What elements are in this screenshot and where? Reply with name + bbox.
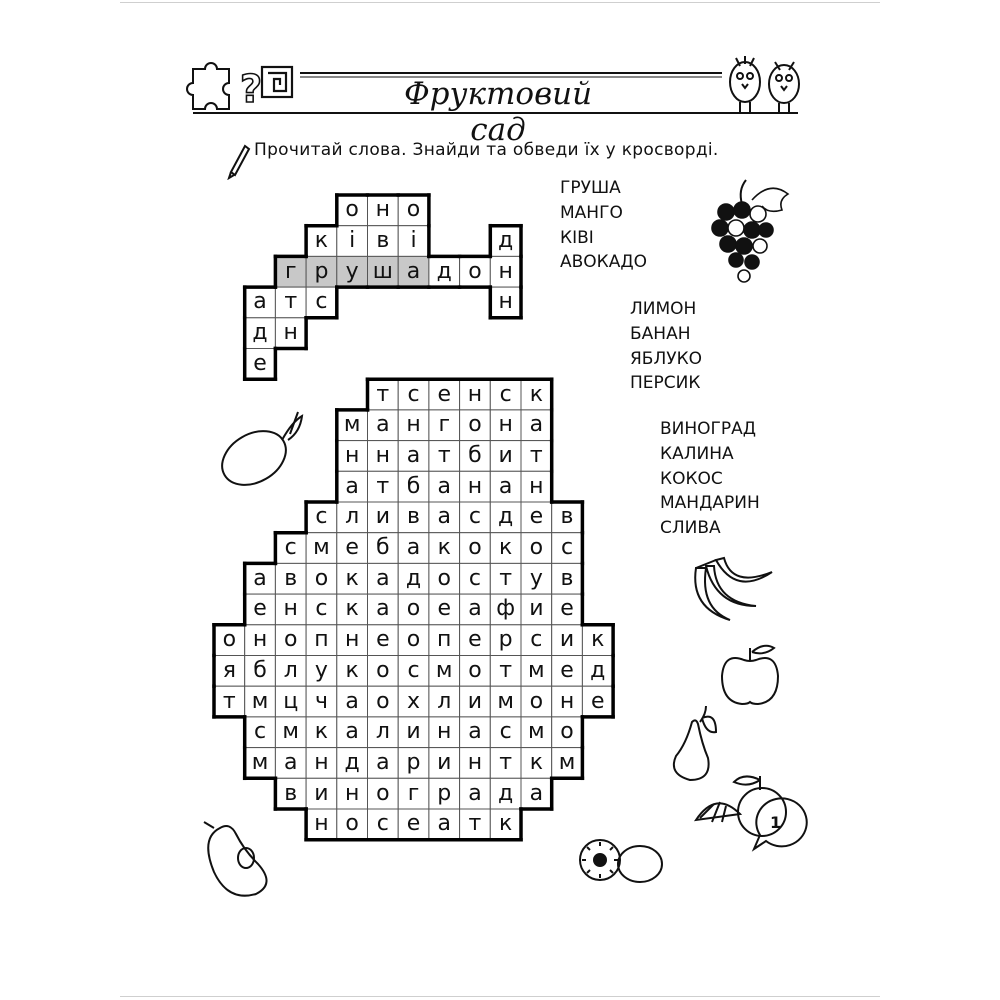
grid-cell-letter[interactable]: к [314,228,329,254]
grid-cell-letter[interactable]: п [437,627,452,653]
grid-cell-letter[interactable]: а [253,289,267,315]
grid-cell-letter[interactable]: а [376,412,390,438]
grid-cell-letter[interactable]: м [251,688,269,714]
grid-cell-letter[interactable]: о [437,565,451,591]
grid-cell-letter[interactable]: с [468,565,481,591]
grid-cell-letter[interactable]: к [437,535,451,561]
grid-cell-letter[interactable]: м [558,749,576,775]
grid-cell-letter[interactable]: а [529,412,544,438]
grid-cell-letter[interactable]: н [467,473,483,499]
word-item: КАЛИНА [660,443,734,464]
grid-cell-letter[interactable]: а [468,596,482,622]
grid-cell-letter[interactable]: м [497,688,514,714]
grid-cell-letter[interactable]: м [343,412,361,438]
grid-cell-letter[interactable]: к [529,749,543,775]
grid-cell-letter[interactable]: и [529,596,544,622]
grid-cell-letter[interactable]: с [253,719,267,745]
grid-cell-letter[interactable]: п [314,627,329,653]
grid-cell-letter[interactable]: о [529,688,544,714]
grid-cell-letter[interactable]: т [284,289,298,315]
grid-cell-letter[interactable]: ф [496,596,516,622]
grid-cell-letter[interactable]: а [437,504,451,530]
grid-cell-letter[interactable]: і [410,228,417,254]
grid-cell-letter[interactable]: ч [314,688,328,714]
grid-cell-letter[interactable]: м [528,657,545,683]
grid-cell-letter[interactable]: а [498,473,513,499]
grid-cell-letter[interactable]: н [344,627,360,653]
grid-cell-letter[interactable]: к [498,811,513,837]
grid-cell-letter[interactable]: в [284,780,298,806]
word-item: БАНАН [630,323,691,344]
grid-cell-letter[interactable]: о [468,535,482,561]
grid-cell-letter[interactable]: о [468,657,482,683]
grid-cell-letter[interactable]: о [314,565,329,591]
grid-cell-letter[interactable]: н [467,749,483,775]
grid-cell-letter[interactable]: е [437,596,451,622]
grid-cell-letter[interactable]: с [499,381,512,407]
grid-cell-letter[interactable]: к [314,719,329,745]
grid-cell-letter[interactable]: о [529,535,544,561]
grid-cell-letter[interactable]: а [406,442,421,468]
grid-cell-letter[interactable]: е [253,596,267,622]
grid-cell-letter[interactable]: е [406,811,421,837]
grid-cell-letter[interactable]: т [222,688,236,714]
grid-cell-letter[interactable]: в [560,504,574,530]
grid-cell-letter[interactable]: е [560,657,574,683]
word-item: ГРУША [560,178,621,198]
grid-cell-letter[interactable]: а [437,473,451,499]
grid-cell-letter[interactable]: л [345,504,360,530]
grid-cell-letter[interactable]: а [283,749,298,775]
grid-cell-letter[interactable]: т [376,473,390,499]
grid-cell-letter[interactable]: е [590,688,605,714]
grid-cell-letter[interactable]: с [376,811,389,837]
grid-cell-letter[interactable]: б [253,657,267,683]
grid-cell-letter[interactable]: о [284,627,298,653]
page-title: Фруктовий сад [403,76,593,148]
grid-cell-letter[interactable]: т [468,811,482,837]
grid-cell-letter[interactable]: н [559,688,575,714]
grid-cell-letter[interactable]: в [284,565,298,591]
grid-cell-letter[interactable]: к [529,381,543,407]
grid-cell-letter[interactable]: о [222,627,237,653]
grid-cell-letter[interactable]: н [498,258,513,284]
word-item: ЛИМОН [630,299,697,319]
grid-cell-letter[interactable]: к [345,657,359,683]
word-item: МАНГО [560,202,623,223]
grid-cell-letter[interactable]: с [315,596,328,622]
grid-cell-letter[interactable]: н [498,289,513,315]
grid-cell-letter[interactable]: с [407,381,420,407]
grid-cell-letter[interactable]: с [284,535,297,561]
grid-cell-letter[interactable]: о [406,596,421,622]
word-item: СЛИВА [660,518,721,539]
word-item: КІВІ [560,227,594,248]
grid-cell-letter[interactable]: р [406,749,421,775]
grid-cell-letter[interactable]: с [530,627,543,653]
grid-cell-letter[interactable]: н [498,412,513,438]
grid-cell-letter[interactable]: р [314,258,329,284]
grid-cell-letter[interactable]: л [375,719,390,745]
grid-cell-letter[interactable]: к [591,627,605,653]
grid-cell-letter[interactable]: л [283,657,298,683]
word-item: ПЕРСИК [630,373,701,394]
grid-cell-letter[interactable]: н [467,381,483,407]
grid-cell-letter[interactable]: и [314,780,329,806]
grid-cell-letter[interactable]: и [467,688,483,714]
grid-cell-letter[interactable]: а [406,258,421,284]
grid-cell-letter[interactable]: у [529,565,543,591]
grid-cell-letter[interactable]: с [315,289,328,315]
grid-cell-letter[interactable]: е [529,504,544,530]
grid-cell-letter[interactable]: а [345,473,359,499]
grid-cell-letter[interactable]: г [407,780,420,806]
grid-cell-letter[interactable]: т [529,442,543,468]
grid-cell-letter[interactable]: н [437,719,452,745]
grid-cell-letter[interactable]: а [468,780,482,806]
svg-text:?: ? [240,67,263,111]
grid-cell-letter[interactable]: н [375,442,391,468]
grid-cell-letter[interactable]: д [344,749,360,775]
grid-cell-letter[interactable]: о [468,412,482,438]
grid-cell-letter[interactable]: р [498,627,513,653]
instruction-text: Прочитай слова. Знайди та обведи їх у кросворді. [254,140,719,160]
grid-cell-letter[interactable]: а [253,565,267,591]
grid-cell-letter[interactable]: о [406,627,421,653]
grid-cell-letter[interactable]: в [560,565,574,591]
grid-cell-letter[interactable]: к [498,535,513,561]
grid-cell-letter[interactable]: н [314,811,329,837]
grid-cell-letter[interactable]: т [499,749,513,775]
grid-cell-letter[interactable]: с [468,504,481,530]
grid-cell-letter[interactable]: б [376,535,390,561]
grid-cell-letter[interactable]: г [284,258,297,284]
grid-cell-letter[interactable]: н [314,749,329,775]
grid-cell-letter[interactable]: г [438,412,451,438]
grid-cell-letter[interactable]: о [468,258,482,284]
grid-cell-letter[interactable]: н [375,197,391,223]
grid-cell-letter[interactable]: д [436,258,452,284]
grid-cell-letter[interactable]: т [499,657,513,683]
grid-cell-letter[interactable]: а [376,749,390,775]
grid-cell-letter[interactable]: в [376,228,390,254]
grid-cell-letter[interactable]: я [222,657,236,683]
grid-cell-letter[interactable]: ш [372,258,393,284]
grid-cell-letter[interactable]: н [283,596,298,622]
grid-cell-letter[interactable]: н [344,442,360,468]
grid-cell-letter[interactable]: а [529,780,544,806]
word-item: КОКОС [660,468,723,489]
grid-cell-letter[interactable]: и [406,719,421,745]
grid-cell-letter[interactable]: о [345,811,359,837]
grid-cell-letter[interactable]: д [590,657,606,683]
grid-cell-letter[interactable]: д [498,504,514,530]
grid-cell-letter[interactable]: м [313,535,330,561]
grid-cell-letter[interactable]: т [437,442,451,468]
grid-cell-letter[interactable]: о [376,780,390,806]
grid-cell-letter[interactable]: т [499,565,513,591]
grid-cell-letter[interactable]: н [252,627,268,653]
grid-cell-letter[interactable]: і [349,228,356,254]
grid-cell-letter[interactable]: е [376,627,390,653]
word-item: ЯБЛУКО [630,348,703,369]
grid-cell-letter[interactable]: а [376,596,390,622]
grid-cell-letter[interactable]: л [437,688,452,714]
word-item: МАНДАРИН [660,493,760,514]
grid-cell-letter[interactable]: к [345,565,359,591]
grid-cell-letter[interactable]: е [468,627,482,653]
grid-cell-letter[interactable]: х [407,688,421,714]
grid-cell-letter[interactable]: н [344,780,360,806]
grid-cell-letter[interactable]: а [437,811,451,837]
grid-cell-letter[interactable]: к [345,596,359,622]
grid-cell-letter[interactable]: т [376,381,390,407]
grid-cell-letter[interactable]: а [376,565,390,591]
grid-cell-letter[interactable]: о [406,197,421,223]
grid-cell-letter[interactable]: в [407,504,421,530]
grid-cell-letter[interactable]: е [345,535,359,561]
grid-cell-letter[interactable]: д [405,565,422,591]
grid-cell-letter[interactable]: о [345,197,359,223]
word-item: АВОКАДО [560,252,648,273]
grid-cell-letter[interactable]: д [498,780,514,806]
grid-cell-letter[interactable]: у [345,258,359,284]
grid-cell-letter[interactable]: и [498,442,513,468]
grid-cell-letter[interactable]: а [345,688,359,714]
grid-cell-letter[interactable]: е [560,596,574,622]
page-number: 1 [770,813,782,832]
grid-cell-letter[interactable]: а [406,535,421,561]
grid-cell-letter[interactable]: м [435,657,453,683]
grid-cell-letter[interactable]: м [282,719,300,745]
grid-cell-letter[interactable]: б [468,442,482,468]
grid-cell-letter[interactable]: б [406,473,421,499]
grid-cell-letter[interactable]: д [252,320,268,346]
grid-cell-letter[interactable]: н [406,412,421,438]
grid-cell-letter[interactable]: е [437,381,451,407]
grid-cell-letter[interactable]: и [559,627,575,653]
grid-cell-letter[interactable]: о [376,657,390,683]
grid-cell-letter[interactable]: с [315,504,328,530]
grid-cell-letter[interactable]: а [345,719,359,745]
grid-cell-letter[interactable]: н [283,320,298,346]
grid-cell-letter[interactable]: и [437,749,452,775]
grid-cell-letter[interactable]: е [253,350,267,376]
grid-cell-letter[interactable]: о [376,688,390,714]
grid-cell-letter[interactable]: и [375,504,390,530]
grid-cell-letter[interactable]: н [529,473,544,499]
word-item: ВИНОГРАД [660,419,757,439]
grid-cell-letter[interactable]: м [528,719,545,745]
grid-cell-letter[interactable]: м [251,749,269,775]
grid-cell-letter[interactable]: у [314,657,328,683]
grid-cell-letter[interactable]: р [437,780,452,806]
grid-cell-letter[interactable]: с [499,719,512,745]
grid-cell-letter[interactable]: с [407,657,420,683]
grid-cell-letter[interactable]: о [560,719,574,745]
grid-cell-letter[interactable]: а [468,719,482,745]
grid-cell-letter[interactable]: ц [283,688,299,714]
grid-cell-letter[interactable]: д [498,228,514,254]
grid-cell-letter[interactable]: с [560,535,574,561]
